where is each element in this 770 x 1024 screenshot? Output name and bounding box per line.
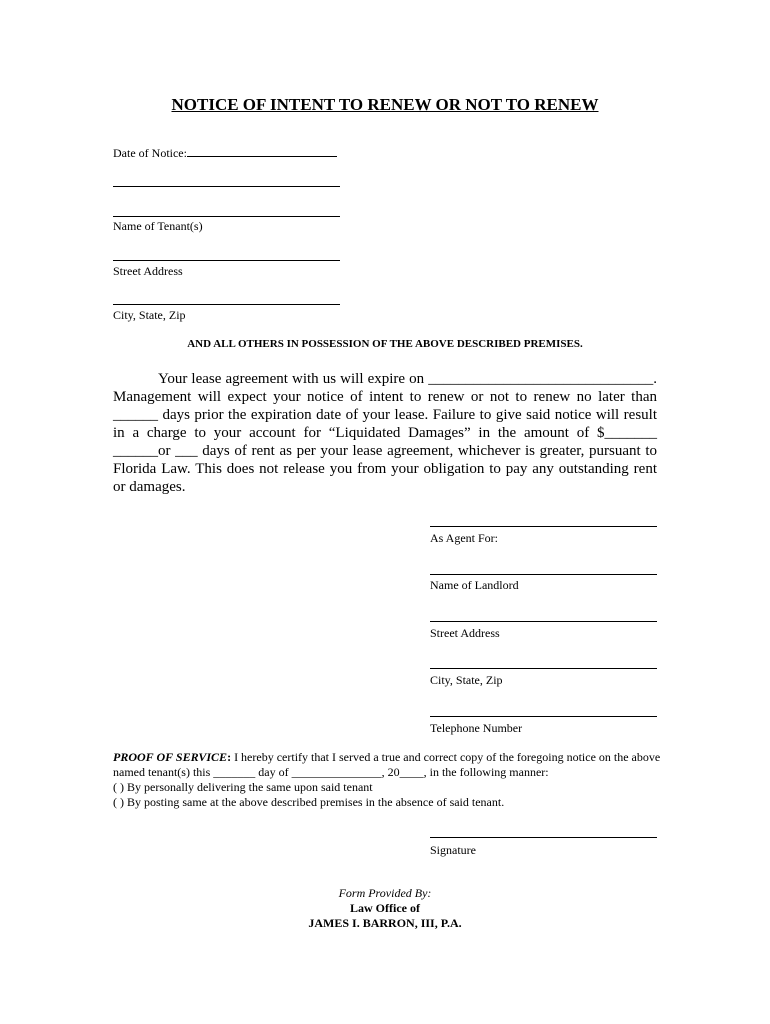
telephone-label: Telephone Number xyxy=(430,721,523,735)
proof-of-service-heading: PROOF OF SERVICE xyxy=(113,750,228,764)
landlord-city-line[interactable] xyxy=(430,668,657,669)
landlord-street-label: Street Address xyxy=(430,626,500,640)
firm-name: JAMES I. BARRON, III, P.A. xyxy=(308,916,462,930)
document-title: NOTICE OF INTENT TO RENEW OR NOT TO RENEW xyxy=(171,95,599,114)
landlord-name-line[interactable] xyxy=(430,574,657,575)
proof-of-service-text: I hereby certify that I served a true and correct copy of the foregoing notice on the above named tenant(s) this _______ day of _______________, 20____, in the following manner: xyxy=(113,750,661,779)
service-option-posting: ( ) By posting same at the above described premises in the absence of said tenant. xyxy=(113,795,505,809)
lease-notice-paragraph xyxy=(113,370,657,496)
tenant-blank-line-1[interactable] xyxy=(113,186,340,187)
agent-signature-line[interactable] xyxy=(430,526,657,527)
date-of-notice-label: Date of Notice: xyxy=(113,146,187,160)
tenant-name-line[interactable] xyxy=(113,216,340,217)
as-agent-for-label: As Agent For: xyxy=(430,531,499,545)
signature-line[interactable] xyxy=(430,837,657,838)
telephone-line[interactable] xyxy=(430,716,657,717)
others-in-possession-line: AND ALL OTHERS IN POSSESSION OF THE ABOVE DESCRIBED PREMISES. xyxy=(187,338,583,350)
form-provided-by-label: Form Provided By: xyxy=(338,886,432,900)
date-of-notice-row xyxy=(113,145,337,161)
law-office-label: Law Office of xyxy=(350,901,420,915)
proof-of-service xyxy=(113,750,661,810)
date-of-notice-blank[interactable] xyxy=(187,145,337,157)
proof-of-service-statement xyxy=(113,750,661,780)
tenant-name-label: Name of Tenant(s) xyxy=(113,219,203,233)
service-option-personal: ( ) By personally delivering the same upon said tenant xyxy=(113,780,373,794)
lease-notice-text: Your lease agreement with us will expire on ______________________________. Management will expect your notice of intent to renew or not to renew no later than ______ days prior the expiration date of your lease. Failure to give said notice will result in a charge to your account for “Liquidated Damages” in the amount of $_______ ______or ___ days of rent as per your lease agreement, whichever is greater, pursuant to Florida Law. This does not release you from your obligation to pay any outstanding rent or damages. xyxy=(113,371,657,495)
landlord-city-label: City, State, Zip xyxy=(430,673,503,687)
tenant-city-line[interactable] xyxy=(113,304,340,305)
tenant-city-label: City, State, Zip xyxy=(113,308,186,322)
tenant-street-line[interactable] xyxy=(113,260,340,261)
proof-colon: : xyxy=(227,750,232,764)
landlord-name-label: Name of Landlord xyxy=(430,578,519,592)
form-provided-by xyxy=(0,886,770,931)
signature-label: Signature xyxy=(430,843,476,857)
landlord-street-line[interactable] xyxy=(430,621,657,622)
tenant-street-label: Street Address xyxy=(113,264,183,278)
